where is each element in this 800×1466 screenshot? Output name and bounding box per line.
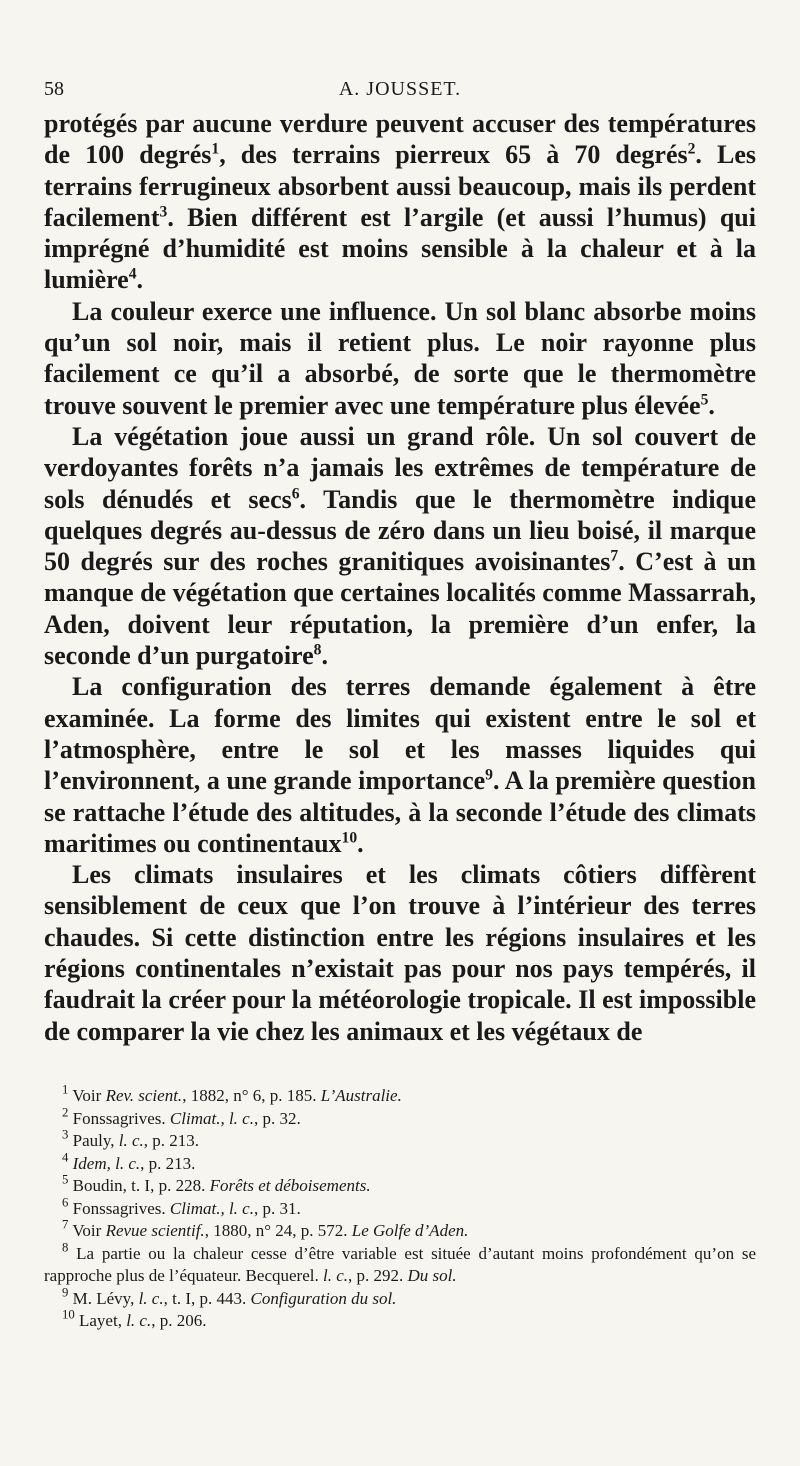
footnotes: [44, 1082, 756, 1333]
paragraph: [44, 421, 756, 671]
footnote: [44, 1217, 756, 1243]
paragraph: [44, 859, 756, 1047]
footnote-ref: 2: [687, 140, 696, 158]
footnote: [44, 1194, 756, 1221]
page-number: 58: [44, 78, 64, 100]
footnote-ref: 9: [485, 766, 493, 784]
footnote-number: 1: [62, 1082, 69, 1097]
footnote-ref: 4: [128, 266, 137, 284]
text-run: . A la première question se rattache l’étude des altitudes, à la seconde l’étude des climats maritimes ou continentaux: [44, 766, 756, 858]
running-head-author: A. JOUSSET.: [338, 78, 462, 100]
footnote-italic-text: Climat., l. c.: [169, 1108, 254, 1128]
footnote-text: Voir: [72, 1086, 106, 1105]
footnote-number: 8: [62, 1239, 69, 1254]
footnote-ref: 3: [159, 203, 168, 221]
text-run: La configuration des terres demande également à être examinée. La forme des limites qui existent entre le sol et l’atmosphère, entre le sol et les masses liquides qui l’environnent, a une grande importance: [44, 672, 756, 796]
text-run: La couleur exerce une influence. Un sol blanc absorbe moins qu’un sol noir, mais il retient plus. Le noir rayonne plus facilement ce qu’il a absorbé, de sorte que le thermomètre trouve souvent le premier avec une température plus élevée: [44, 296, 756, 420]
paragraph: [44, 296, 756, 421]
footnote-italic-text: l. c.: [126, 1311, 152, 1330]
footnote-italic-text: Configuration du sol.: [250, 1288, 397, 1308]
footnote-text: , p. 206.: [151, 1311, 207, 1330]
footnote: [44, 1082, 756, 1108]
footnote: [44, 1149, 756, 1176]
footnote-text: Fonssagrives.: [72, 1198, 170, 1218]
footnote-text: , t. I, p. 443.: [163, 1288, 251, 1308]
footnote: [44, 1127, 756, 1153]
text-run: . Bien différent est l’argile (et aussi l’humus) qui imprégné d’humidité est moins sensible à la chaleur et à la lumière: [44, 202, 756, 295]
paragraph: [44, 671, 756, 859]
body-text: [44, 108, 756, 1047]
footnote-italic-text: Revue scientif.: [105, 1221, 205, 1240]
footnote: [44, 1172, 756, 1198]
footnote-text: , p. 32.: [253, 1108, 301, 1128]
footnote-number: 10: [62, 1307, 75, 1322]
footnote-text: Layet,: [79, 1311, 127, 1330]
text-run: . Les terrains ferrugineux absorbent aussi beaucoup, mais ils perdent facilement: [44, 140, 757, 232]
footnote-number: 5: [62, 1172, 69, 1187]
footnote-italic-text: l. c.: [118, 1131, 144, 1150]
footnote-number: 2: [62, 1104, 69, 1119]
running-head: [44, 76, 756, 102]
footnote-text: Boudin, t. I, p. 228.: [72, 1176, 210, 1195]
footnote-italic-text: Climat., l. c.: [169, 1198, 254, 1218]
footnote-text: , 1882, n° 6, p. 185.: [182, 1086, 321, 1105]
footnote: [44, 1104, 756, 1131]
footnote-text: , p. 213.: [140, 1153, 196, 1173]
footnote-number: 9: [62, 1284, 69, 1299]
text-run: . C’est à un manque de végétation que certaines localités comme Massarrah, Aden, doivent leur réputation, la première d’un enfer, la seconde d’un purgatoire: [44, 547, 757, 671]
footnote-ref: 10: [341, 829, 358, 847]
footnote-text: M. Lévy,: [72, 1288, 139, 1308]
footnote-italic-text: Forêts et déboisements.: [209, 1176, 371, 1195]
text-run: .: [708, 390, 715, 420]
footnote: [44, 1239, 756, 1288]
footnote-text: , 1880, n° 24, p. 572.: [204, 1221, 352, 1240]
footnote-number: 6: [62, 1194, 69, 1209]
footnote-text: La partie ou la chaleur cesse d’être variable est située d’autant moins profondément qu’on se rapproche plus de l’équateur. Becquerel.: [44, 1243, 756, 1285]
footnote-text: Voir: [72, 1221, 106, 1240]
footnote-italic-text: Rev. scient.: [105, 1086, 183, 1105]
footnote-number: 7: [62, 1217, 69, 1232]
footnote-italic-text: l. c.: [138, 1288, 164, 1308]
footnote-text: Pauly,: [72, 1131, 119, 1150]
text-run: Les climats insulaires et les climats côtiers diffèrent sensiblement de ceux que l’on trouve à l’intérieur des terres chaudes. Si cette distinction entre les régions insulaires et les régions continentales n’existait pas pour nos pays tempérés, il faudrait la créer pour la météorologie tropicale. Il est impossible de comparer la vie chez les animaux et les végétaux de: [44, 860, 756, 1046]
text-run: .: [357, 828, 364, 858]
footnote-number: 4: [62, 1149, 69, 1164]
footnote-text: , p. 31.: [253, 1198, 301, 1218]
footnote-ref: 5: [700, 391, 709, 409]
footnote: [44, 1307, 756, 1333]
footnote-italic-text: Du sol.: [407, 1266, 457, 1285]
footnote-italic-text: l. c.: [322, 1266, 348, 1285]
footnote-italic-text: L’Australie.: [320, 1086, 402, 1105]
text-run: . Tandis que le thermomètre indique quelques degrés au-dessus de zéro dans un lieu boisé, il marque 50 degrés sur des roches granitiques avoisinantes: [44, 484, 757, 577]
footnote-ref: 6: [291, 485, 300, 503]
text-run: , des terrains pierreux 65 à 70 degrés: [219, 140, 688, 170]
footnote: [44, 1284, 756, 1311]
footnote-italic-text: Le Golfe d’Aden.: [351, 1221, 469, 1240]
paragraph: [44, 108, 756, 296]
text-run: La végétation joue aussi un grand rôle. Un sol couvert de verdoyantes forêts n’a jamais les extrêmes de température de sols dénudés et secs: [44, 421, 756, 514]
footnote-ref: 1: [211, 140, 220, 158]
text-run: .: [136, 265, 144, 295]
text-run: .: [321, 641, 328, 671]
footnote-text: , p. 292.: [348, 1266, 408, 1285]
text-run: protégés par aucune verdure peuvent accuser des températures de 100 degrés: [44, 109, 756, 170]
footnote-text: Fonssagrives.: [72, 1108, 170, 1128]
footnote-number: 3: [62, 1127, 69, 1142]
footnote-italic-text: Idem, l. c.: [72, 1153, 141, 1173]
footnote-text: , p. 213.: [143, 1131, 200, 1150]
footnote-ref: 7: [610, 547, 619, 565]
footnote-ref: 8: [313, 641, 322, 659]
